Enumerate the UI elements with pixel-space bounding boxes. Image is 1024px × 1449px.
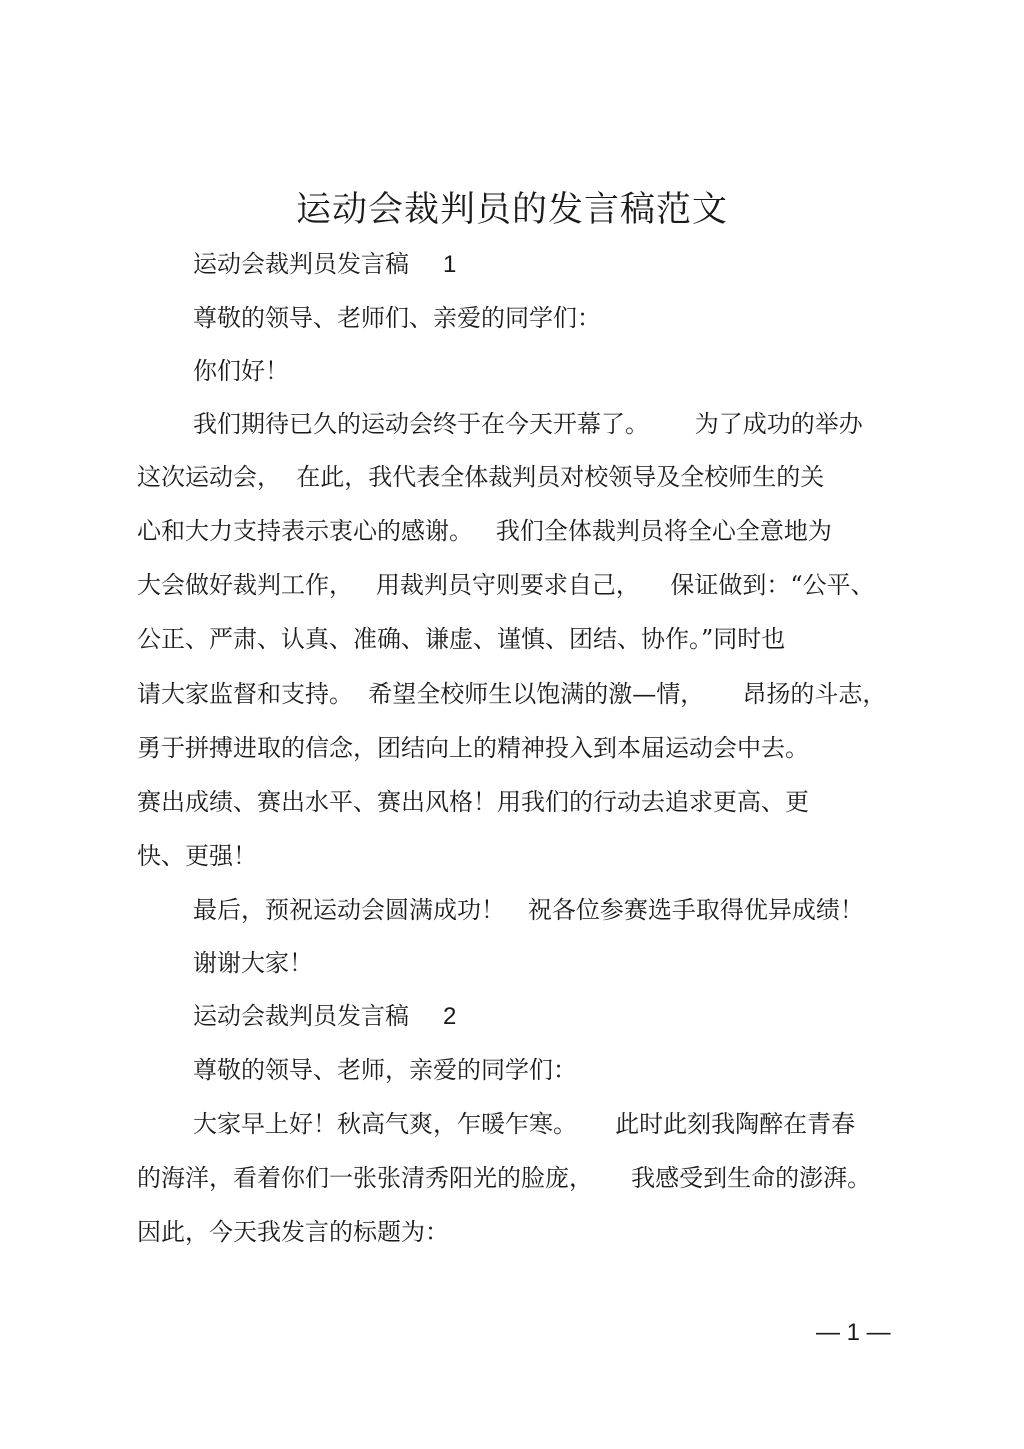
paragraph-line: 勇于拼搏进取的信念，团结向上的精神投入到本届运动会中去。 — [137, 734, 809, 762]
paragraph-line: 这次运动会， 在此，我代表全体裁判员对校领导及全校师生的关 — [137, 463, 825, 491]
paragraph-line: 赛出成绩、赛出水平、赛出风格！用我们的行动去追求更高、更 — [137, 788, 809, 816]
section-heading-text: 运动会裁判员发言稿 — [193, 250, 409, 278]
page-number: — 1 — — [816, 1319, 891, 1346]
section-heading-1 — [193, 247, 456, 282]
salutation: 尊敬的领导、老师们、亲爱的同学们： — [193, 304, 601, 332]
paragraph-line: 心和大力支持表示衷心的感谢。 我们全体裁判员将全心全意地为 — [137, 517, 832, 545]
paragraph-line: 我们期待已久的运动会终于在今天开幕了。 为了成功的举办 — [193, 410, 863, 438]
document-title: 运动会裁判员的发言稿范文 — [295, 190, 728, 230]
closing-line: 最后，预祝运动会圆满成功！ 祝各位参赛选手取得优异成绩！ — [193, 896, 864, 924]
salutation: 尊敬的领导、老师，亲爱的同学们： — [193, 1056, 577, 1084]
section-heading-text: 运动会裁判员发言稿 — [193, 1002, 409, 1030]
paragraph-line: 大家早上好！秋高气爽，乍暖乍寒。 此时此刻我陶醉在青春 — [193, 1110, 856, 1138]
greeting: 你们好！ — [193, 357, 289, 385]
thanks-line: 谢谢大家！ — [193, 949, 313, 977]
paragraph-line: 公正、严肃、认真、准确、谦虚、谨慎、团结、协作。”同时也 — [137, 625, 786, 653]
paragraph-line: 大会做好裁判工作， 用裁判员守则要求自己， 保证做到：“公平、 — [137, 571, 875, 599]
section-heading-2 — [193, 999, 456, 1034]
paragraph-line: 请大家监督和支持。 希望全校师生以饱满的激—情， 昂扬的斗志， — [137, 680, 887, 708]
paragraph-line: 的海洋，看着你们一张张清秀阳光的脸庞， 我感受到生命的澎湃。 — [137, 1164, 872, 1192]
section-number: 1 — [443, 251, 457, 278]
paragraph-line: 快、更强！ — [137, 842, 257, 870]
paragraph-line: 因此，今天我发言的标题为： — [137, 1218, 449, 1246]
section-number: 2 — [443, 1003, 457, 1030]
